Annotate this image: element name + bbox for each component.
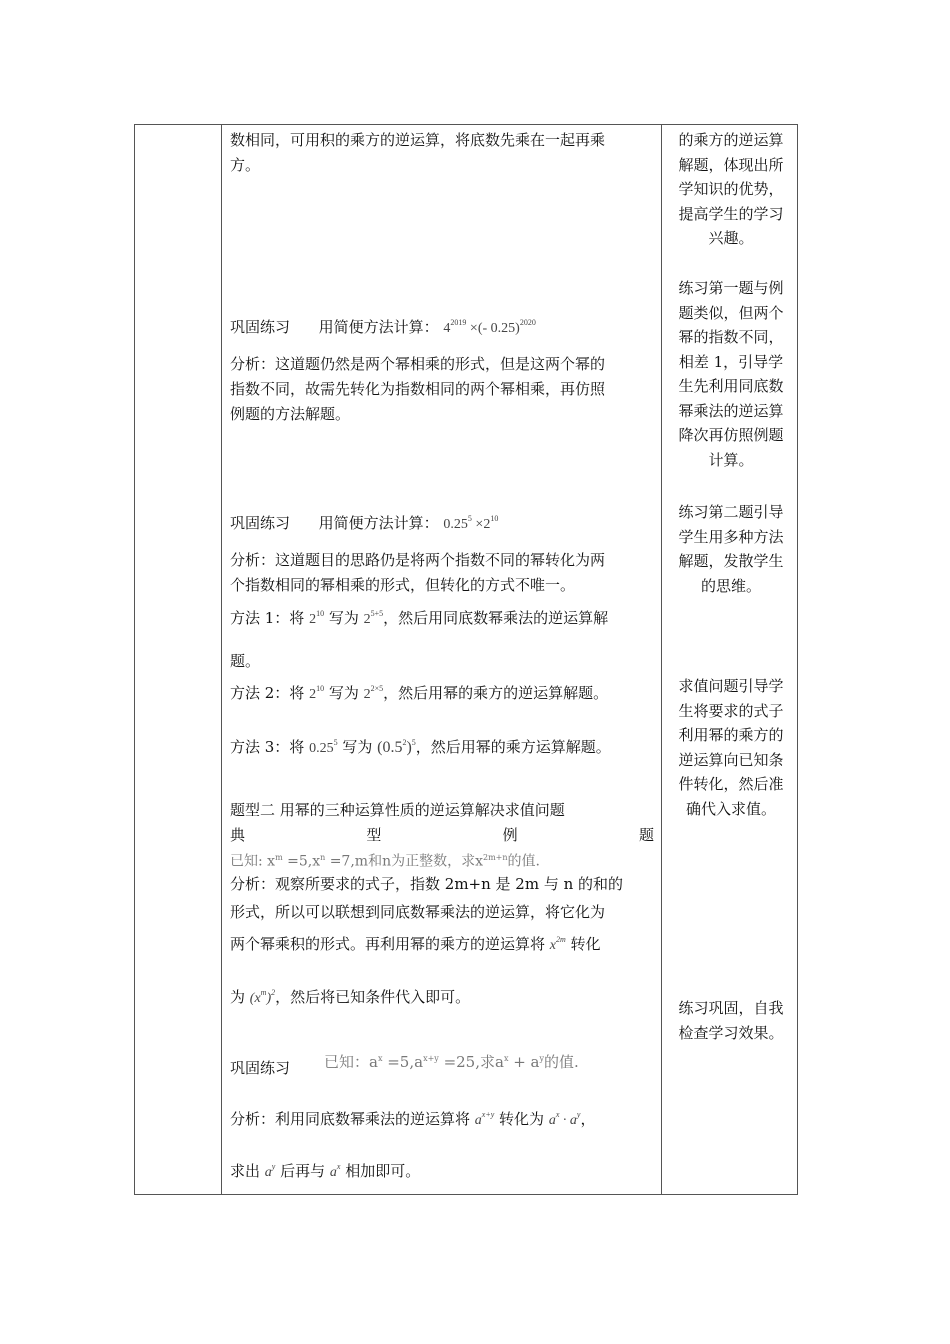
type-2-title: 题型二 用幂的三种运算性质的逆运算解决求值问题 xyxy=(230,801,565,819)
side-note-1: 的乘方的逆运算 解题，体现出所 学知识的优势， 提高学生的学习 兴趣。 xyxy=(678,131,784,247)
method-2: 方法 2：将 $2^{10}$ 写为 $2^{2\times 5}$，然后用幂的乘方的逆运算解题。 xyxy=(230,684,609,702)
type-2-analysis-3: 两个幂乘积的形式。再利用幂的乘方的逆运算将 $x^{2m}$ 转化 xyxy=(230,935,601,953)
type-2-analysis-4: 为 $(x^m)^2$，然后将已知条件代入即可。 xyxy=(230,988,471,1006)
exercise-3-label: 巩固练习 xyxy=(230,1059,291,1077)
exercise-2-analysis-2: 个指数相同的幂相乘的形式，但转化的方式不唯一。 xyxy=(230,576,576,594)
method-1-line-2: 题。 xyxy=(230,652,261,670)
side-note-2: 练习第一题与例 题类似，但两个 幂的指数不同， 相差 1，引导学 生先利用同底数 幂乘法的逆运算 降次再仿照例题 计算。 xyxy=(678,279,784,469)
exercise-2-expression: $0.25^5 \times 2^{10}$ xyxy=(443,514,499,532)
exercise-2-label: 巩固练习 用简便方法计算： $0.25^5 \times 2^{10}$ xyxy=(230,514,499,532)
side-note-3: 练习第二题引导 学生用多种方法 解题，发散学生 的思维。 xyxy=(678,503,784,595)
exercise-3-given: 已知：$a^x =5,a^{x+y} =25$,求$a^x + a^y$的值. xyxy=(324,1053,579,1071)
intro-line-1: 数相同，可用积的乘方的逆运算，将底数先乘在一起再乘 xyxy=(230,131,606,149)
exercise-2-analysis-1: 分析：这道题目的思路仍是将两个指数不同的幂转化为两 xyxy=(230,551,606,569)
column-divider-1 xyxy=(221,125,222,1194)
typical-example-heading: 典 型 例 题 xyxy=(230,826,654,844)
exercise-1-analysis-3: 例题的方法解题。 xyxy=(230,405,351,423)
exercise-1-analysis-1: 分析：这道题仍然是两个幂相乘的形式，但是这两个幂的 xyxy=(230,355,606,373)
method-3: 方法 3：将 0.25$^5$ 写为 $(0.5^2)^5$，然后用幂的乘方运算解题。 xyxy=(230,738,611,756)
side-note-5: 练习巩固，自我 检查学习效果。 xyxy=(678,999,784,1042)
type-2-analysis-2: 形式，所以可以联想到同底数幂乘法的逆运算，将它化为 xyxy=(230,903,606,921)
type-2-analysis-1: 分析：观察所要求的式子，指数 2m+n 是 2m 与 n 的和的 xyxy=(230,875,624,893)
type-2-given: 已知: $x^m =5,x^n =7,m$和n为正整数，求$x^{2m+n}$的值. xyxy=(230,853,540,870)
exercise-1-analysis-2: 指数不同，故需先转化为指数相同的两个幂相乘，再仿照 xyxy=(230,380,606,398)
exercise-3-analysis-2: 求出 $a^y$ 后再与 $a^x$ 相加即可。 xyxy=(230,1162,421,1180)
side-note-4: 求值问题引导学 生将要求的式子 利用幂的乘方的 逆运算向已知条 件转化，然后准 确代入求值。 xyxy=(678,677,784,818)
exercise-1-label: 巩固练习 用简便方法计算： $4^{2019}$ ×(- 0.25)$^{2020}$ xyxy=(230,318,536,336)
method-1: 方法 1：将 $2^{10}$ 写为 $2^{5+5}$，然后用同底数幂乘法的逆运算解 xyxy=(230,609,609,627)
exercise-3-analysis-1: 分析：利用同底数幂乘法的逆运算将 $a^{x+y}$ 转化为 $a^x \cdot a^y$， xyxy=(230,1110,596,1128)
exercise-1-expression: $4^{2019}$ ×(- 0.25)$^{2020}$ xyxy=(443,318,536,336)
intro-line-2: 方。 xyxy=(230,156,261,174)
column-divider-2 xyxy=(661,125,662,1194)
